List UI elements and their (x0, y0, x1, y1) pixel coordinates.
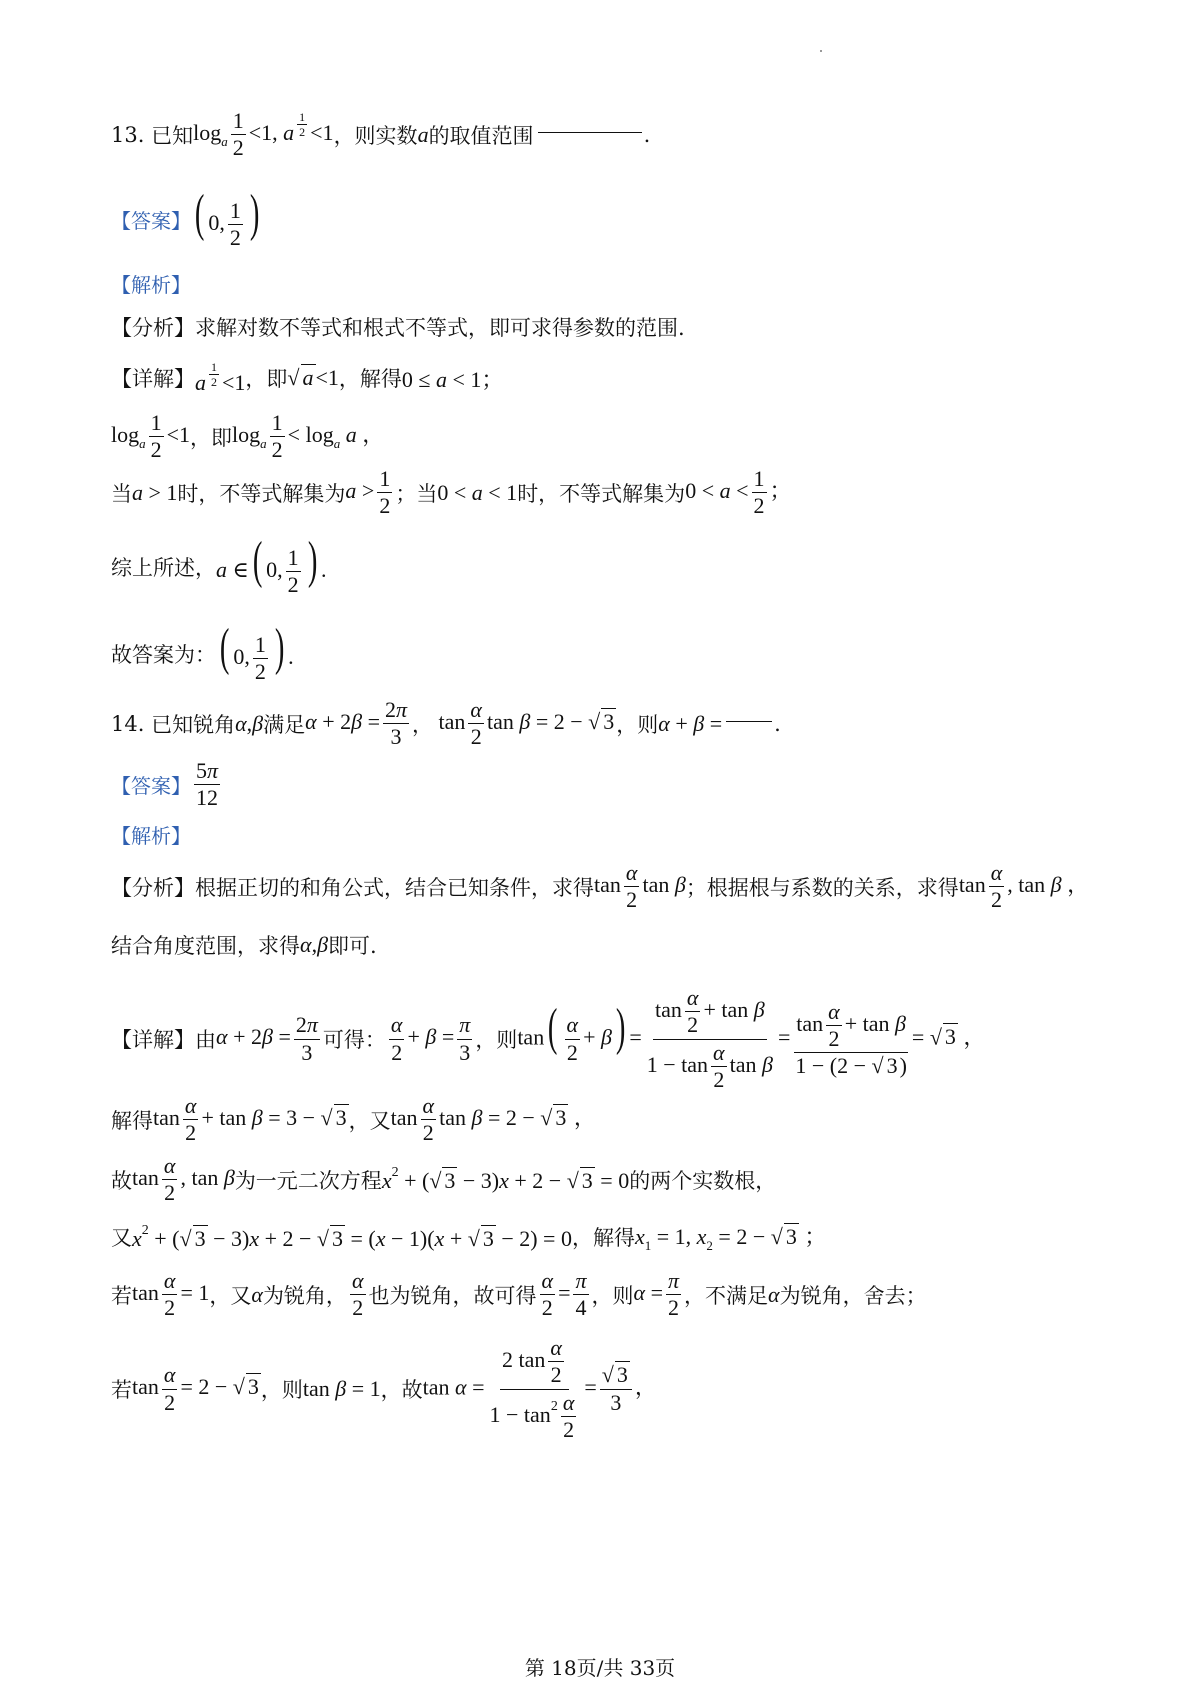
q14-detail-1 (111, 985, 985, 1094)
q14-detail-2 (111, 1093, 596, 1147)
q14-cond1: α + 2β = $\frac{2\pi}{3}$ (305, 697, 408, 750)
q13-answer-label: 【答案】 (111, 209, 191, 234)
q13-detail-eq9: 0 < a < $\frac{1}{2}$ ； (685, 466, 792, 519)
q14-alpha-1: α (251, 1281, 263, 1307)
q14-detail3-text-a: 故 (111, 1168, 132, 1193)
q14-detail-text-c: ，则 (475, 1028, 518, 1053)
q13-var-a: a (417, 121, 429, 147)
q13-detail-eq1: a $^{\frac{1}{2}}$ <1 (195, 360, 246, 396)
q14-detail6-text-a: 若 (111, 1378, 132, 1403)
q14-alpha-2: α (768, 1281, 780, 1307)
q14-detail-6 (111, 1335, 657, 1444)
q14-detail6-text-c: ，故 (380, 1378, 423, 1403)
q13-answer-value: ( 0, $\frac{1}{2}$ ) (194, 185, 260, 251)
q14-fenxi-eq1: tan $\frac{\alpha}{2}$ tan β (594, 860, 686, 913)
page-footer: 第 18页/共 33页 (524, 1656, 676, 1680)
q14-answer-label: 【答案】 (111, 774, 191, 799)
q13-detail-eq5: $\log_a$ $\frac{1}{2}$ < $\log_a a$ ， (232, 410, 385, 463)
q13-fenxi-label: 【分析】 (111, 316, 195, 340)
q13-final-text: 故答案为： (111, 642, 216, 667)
q13-detail3-text-a: 当 (111, 481, 132, 506)
q14-detail-text-a: 由 (195, 1028, 216, 1053)
q13-detail3-text-b: 时，不等式解集为 (177, 481, 346, 506)
q13-detail-eq7: a > $\frac{1}{2}$ (345, 466, 391, 519)
q14-analysis-label (111, 820, 191, 849)
q13-detail-eq3: 0 ≤ a < 1； (401, 366, 504, 392)
q14-detail-eq8: $x^2$ + (√ 3 − 3)x + 2 − √ 3 = (x − 1)(x + √ 3 − 2) = 0 (132, 1222, 572, 1251)
q13-detail2-text: ，即 (190, 425, 233, 450)
q13-detail-2 (111, 410, 384, 464)
q14-detail-eq11: $\frac{\alpha}{2}$ (351, 1268, 364, 1321)
q13-analysis-text: 【解析】 (111, 273, 191, 297)
q14-fenxi-1 (111, 860, 1089, 914)
q13-answer (111, 185, 263, 252)
q14-detail-text-b: 可得： (322, 1028, 386, 1053)
q14-detail-5 (111, 1268, 927, 1322)
q13-detail-eq2: √ a<1 (287, 365, 339, 391)
q14-detail-eq4: tan $\frac{\alpha}{2}$ + tan β = 3 − √ 3 (153, 1093, 347, 1146)
q14-detail-4 (111, 1220, 826, 1254)
q13-detail-1 (111, 360, 503, 396)
q14-detail-eq15: tan β = 1 (302, 1376, 381, 1402)
q14-detail4-text-a: 又 (111, 1226, 132, 1250)
q14-fenxi-text-c: 结合角度范围，求得 (111, 934, 300, 958)
q14-answer-blank (726, 720, 772, 722)
q13-analysis-label (111, 269, 191, 298)
q13-detail-label: 【详解】 (111, 367, 195, 392)
q14-detail6-text-b: ，则 (260, 1378, 303, 1403)
q14-fenxi-text-d: 即可. (328, 934, 377, 958)
q14-angles: α,β (235, 710, 264, 736)
q13-detail-text-b: ，解得 (338, 367, 402, 392)
q14-detail-eq7: $x^2$ + (√ 3 − 3)x + 2 − √ 3 = 0 (381, 1165, 630, 1194)
q13-stem: 13. 已知 $\log_a$ $\frac{1}{2}$ <1, a $^{\frac{1}{2}}$ <1 ，则实数 a 的取值范围 . (111, 108, 651, 161)
q13-summary-eq: a ∈( 0, $\frac{1}{2}$ ) . (216, 532, 327, 598)
q14-fenxi-text-a: 根据正切的和角公式，结合已知条件，求得 (195, 875, 594, 900)
q14-detail-eq16: tan α = 2 tan $\frac{\alpha}{2}$ $1 - \tan^2$ $\frac{\alpha}{2}$ = $\frac{√ 3}{3}$ ， (422, 1335, 657, 1443)
q13-fenxi-text: 求解对数不等式和根式不等式，即可求得参数的范围. (195, 316, 685, 340)
q14-stem-text-b: 满足 (263, 712, 306, 737)
q13-condition: $\log_a$ $\frac{1}{2}$ <1, a $^{\frac{1}{2}}$ <1 (193, 108, 334, 161)
q13-fenxi (111, 312, 685, 342)
q14-detail5-text-e: ，则 (591, 1283, 634, 1308)
q14-detail-eq2: $\frac{\alpha}{2}$ + β = $\frac{\pi}{3}$ (390, 1012, 471, 1065)
q13-final-eq: ( 0, $\frac{1}{2}$ ) . (219, 619, 294, 685)
q14-detail-eq6: tan $\frac{\alpha}{2}$ , tan β (132, 1153, 235, 1206)
q13-summary (111, 532, 327, 599)
q14-answer (111, 758, 223, 812)
q13-detail-eq8: 0 < a < 1 (437, 479, 518, 505)
q14-fenxi-text-b: ；根据根与系数的关系，求得 (685, 875, 959, 900)
q14-detail4-text-b: ，解得 (571, 1226, 635, 1250)
q14-detail5-text-d: 也为锐角，故可得 (368, 1283, 537, 1308)
q13-detail3-text-c: ；当 (395, 481, 438, 506)
q14-detail-label: 【详解】 (111, 1028, 195, 1053)
q14-detail-3 (111, 1153, 776, 1207)
q13-detail3-text-d: 时，不等式解集为 (517, 481, 686, 506)
q14-detail-eq12: $\frac{\alpha}{2}$ = $\frac{\pi}{4}$ (541, 1268, 587, 1321)
q13-detail-text-a: ，即 (245, 367, 288, 392)
q14-detail-eq5: tan $\frac{\alpha}{2}$ tan β = 2 − √ 3 ， (390, 1093, 596, 1146)
q14-detail5-text-c: 为锐角， (262, 1283, 347, 1308)
q13-detail-eq6: a > 1 (132, 479, 178, 505)
q13-stem-text-b: ，则实数 (333, 123, 418, 148)
q13-detail-3 (111, 466, 792, 520)
q14-answer-value: $\frac{5\pi}{12}$ (196, 758, 219, 811)
q13-final (111, 619, 294, 686)
q14-detail5-text-f: ，不满足 (684, 1283, 769, 1308)
q14-fenxi-2 (111, 930, 377, 960)
q14-stem-text-a: 已知锐角 (151, 712, 236, 737)
q14-fenxi-eq2: tan $\frac{\alpha}{2}$ , tan β ， (958, 860, 1090, 913)
q14-detail5-text-g: 为锐角，舍去； (779, 1283, 927, 1308)
q14-number: 14. (111, 711, 145, 736)
q14-detail5-text-b: ，又 (209, 1283, 252, 1308)
q14-analysis-text: 【解析】 (111, 824, 191, 848)
q14-detail-eq1: α + 2β = $\frac{2\pi}{3}$ (216, 1012, 318, 1065)
q14-detail3-text-c: 的两个实数根， (629, 1168, 777, 1193)
q13-stem-text-a: 已知 (151, 123, 194, 148)
q14-detail5-text-a: 若 (111, 1283, 132, 1308)
q13-answer-blank (538, 131, 642, 133)
q13-summary-text: 综上所述， (111, 555, 216, 580)
q14-stem-text-d: ，则 (616, 712, 659, 737)
q13-number: 13. (111, 122, 145, 147)
q14-detail-eq13: α = $\frac{\pi}{2}$ (633, 1268, 680, 1321)
q14-question: α + β = (658, 710, 723, 736)
q14-stem-text-c: ， (412, 712, 434, 737)
q14-fenxi-eq3: α,β (300, 932, 329, 957)
q13-detail-eq4: $\log_a$ $\frac{1}{2}$ <1 (111, 410, 191, 463)
scan-dot (820, 50, 822, 52)
q14-detail-eq10: tan $\frac{\alpha}{2}$ = 1 (132, 1268, 210, 1321)
q14-detail-eq3: tan( $\frac{\alpha}{2}$ + β) = tan $\frac{\alpha}{2}$ + tan β 1 − tan $\frac{\alpha}{2}$ tan β = tan $\frac{\alpha}{2}$ + tan β 1 − (2 − √ 3) = √ 3 ， (517, 985, 986, 1093)
q14-detail2-text-a: 解得 (111, 1108, 153, 1133)
q14-detail3-text-b: 为一元二次方程 (234, 1168, 382, 1193)
q14-detail-eq14: tan $\frac{\alpha}{2}$ = 2 − √ 3 (132, 1362, 259, 1415)
q13-stem-text-c: 的取值范围 (428, 123, 534, 148)
q14-stem: 14. 已知锐角 α,β 满足 α + 2β = $\frac{2\pi}{3}$ ， tan $\frac{\alpha}{2}$ tan β = 2 − √ 3 ，则 α + β = . (111, 697, 781, 750)
q14-detail2-text-b: ，又 (348, 1108, 391, 1133)
q14-detail-eq9: $x_1 = 1$, $x_2 = 2$ − √ 3 ； (634, 1224, 827, 1253)
q14-fenxi-label: 【分析】 (111, 875, 195, 900)
q14-cond2: tan $\frac{\alpha}{2}$ tan β = 2 − √ 3 (433, 697, 615, 750)
